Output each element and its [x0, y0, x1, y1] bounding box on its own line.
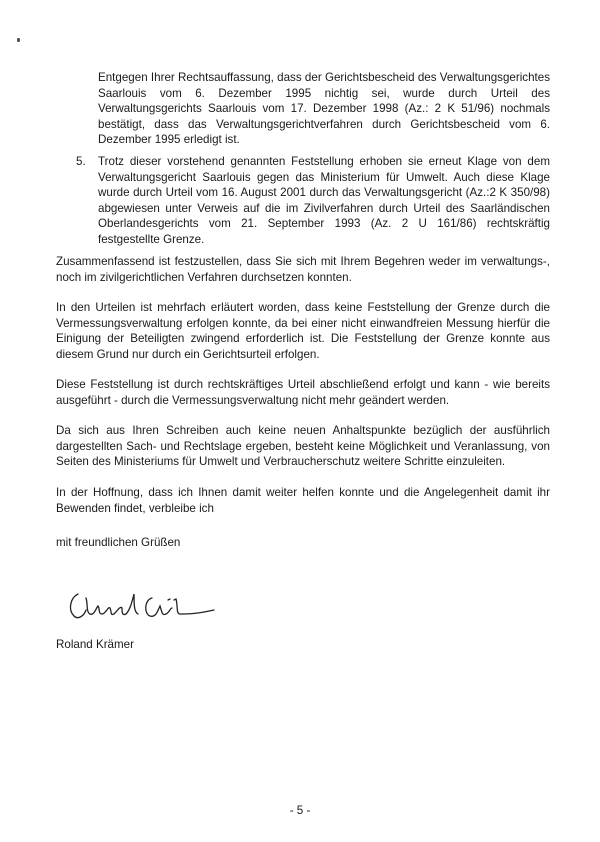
signer-name: Roland Krämer [56, 638, 134, 651]
closing-greeting: mit freundlichen Grüßen [56, 536, 181, 549]
paragraph-no-new-evidence: Da sich aus Ihren Schreiben auch keine neuen Anhaltspunkte bezüglich der ausführlich dargestellten Sach- und Rechtslage ergeben, besteht keine Möglichkeit und Veranlassung, von Seiten des Ministeriums für Umwelt und Verbraucherschutz weitere Schritte einzuleiten. [56, 424, 550, 469]
paragraph-final-determination: Diese Feststellung ist durch rechtskräftiges Urteil abschließend erfolgt und kann - wie bereits ausgeführt - durch die Vermessungsverwaltung nicht mehr geändert werden. [56, 378, 550, 407]
paragraph-summary: Zusammenfassend ist festzustellen, dass Sie sich mit Ihrem Begehren weder im verwaltungs-, noch im zivilgerichtlichen Verfahren durchsetzen konnten. [56, 255, 550, 284]
paragraph-judgments: In den Urteilen ist mehrfach erläutert worden, dass keine Feststellung der Grenze durch die Vermessungsverwaltung erfolgen konnte, da bei einer nicht einwandfreien Messung hierfür die Einigung der Beteiligten zwingend erforderlich ist. Die Feststellung der Grenze konnte aus diesem Grund nur durch ein Gerichtsurteil erfolgen. [56, 301, 550, 361]
paragraph-hope: In der Hoffnung, dass ich Ihnen damit weiter helfen konnte und die Angelegenheit damit ihr Bewenden findet, verbleibe ich [56, 486, 550, 515]
list-item-text: Trotz dieser vorstehend genannten Feststellung erhoben sie erneut Klage von dem Verwaltungsgericht Saarlouis gegen das Ministerium für Umwelt. Auch diese Klage wurde durch Urteil vom 16. August 2001 durch das Verwaltungsgericht (Az.:2 K 350/98) abgewiesen unter Verweis auf die im Zivilverfahren durch Urteil des Saarländischen Oberlandesgerichts vom 21. September 1993 (Az. 2 U 161/86) rechtskräftig festgestellte Grenze. [98, 155, 550, 246]
handwritten-signature [64, 584, 224, 626]
page-number: - 5 - [289, 804, 311, 817]
paragraph-intro: Entgegen Ihrer Rechtsauffassung, dass der Gerichtsbescheid des Verwaltungsgerichtes Saarlouis vom 6. Dezember 1995 nichtig sei, wurde durch Urteil des Verwaltungsgerichts Saarlouis vom 17. Dezember 1998 (Az.: 2 K 51/96) nochmals bestätigt, dass das Verwaltungsgerichtverfahren durch Gerichtsbescheid vom 6. Dezember 1995 erledigt ist. [98, 71, 550, 147]
list-item-number: 5. [76, 155, 86, 168]
scan-speck [17, 38, 20, 42]
